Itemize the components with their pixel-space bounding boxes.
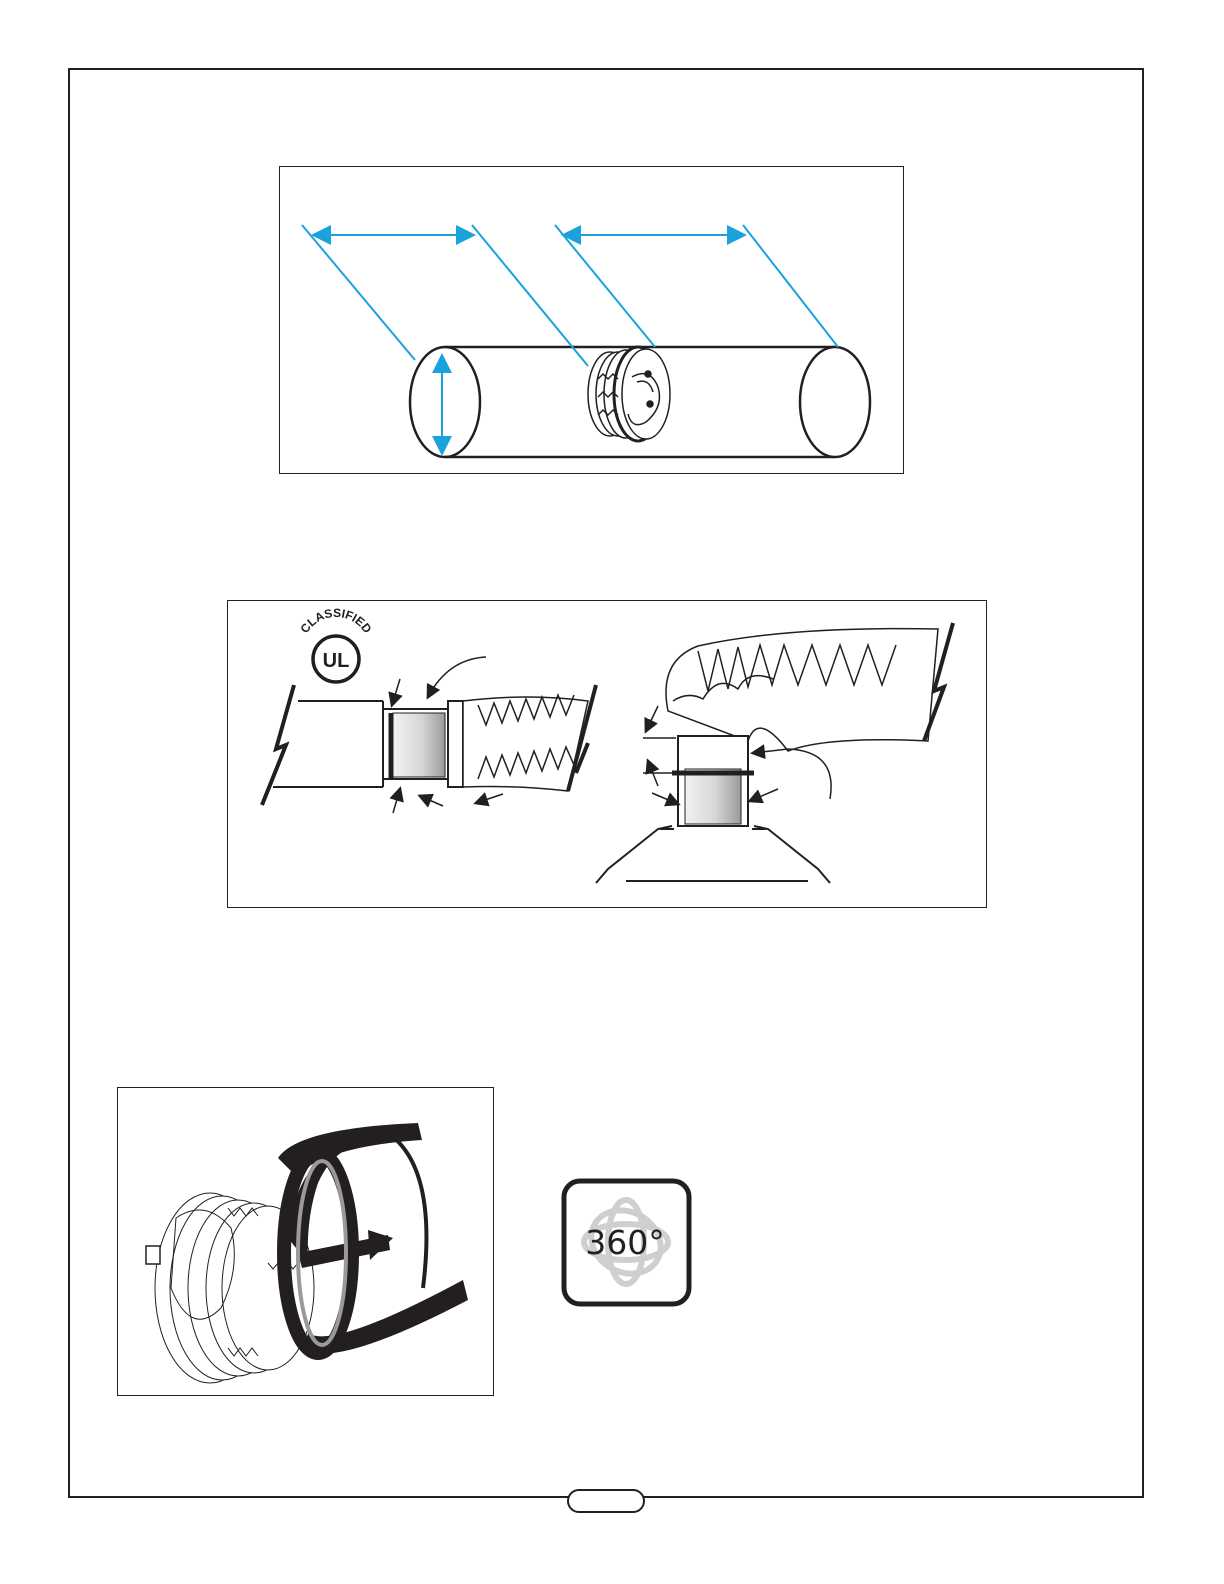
dimension-lines [302,225,838,452]
rotation-label: 360° [585,1223,665,1262]
svg-text:CLASSIFIED [297,606,374,636]
page-number-tab [566,1488,646,1514]
duct-dimension-illustration [280,167,905,475]
rotate-360-icon [561,1178,692,1307]
damper-unit [588,347,670,441]
flex-duct-elbow [666,623,953,751]
rigid-duct-section [262,685,383,805]
ul-logo-text: UL [322,650,350,672]
ul-classified-mark [297,606,374,682]
figure-damper-insertion [117,1087,494,1396]
figure-connection-details [227,600,987,908]
flex-duct-left [463,685,596,791]
sleeve-connector [383,701,463,787]
takeoff-collar [596,736,830,883]
rotation-360-badge [561,1178,692,1307]
connection-illustration [228,601,988,909]
figure-duct-dimensions [279,166,904,474]
ul-classified-text: CLASSIFIED [297,605,375,636]
insertion-illustration [118,1088,495,1397]
